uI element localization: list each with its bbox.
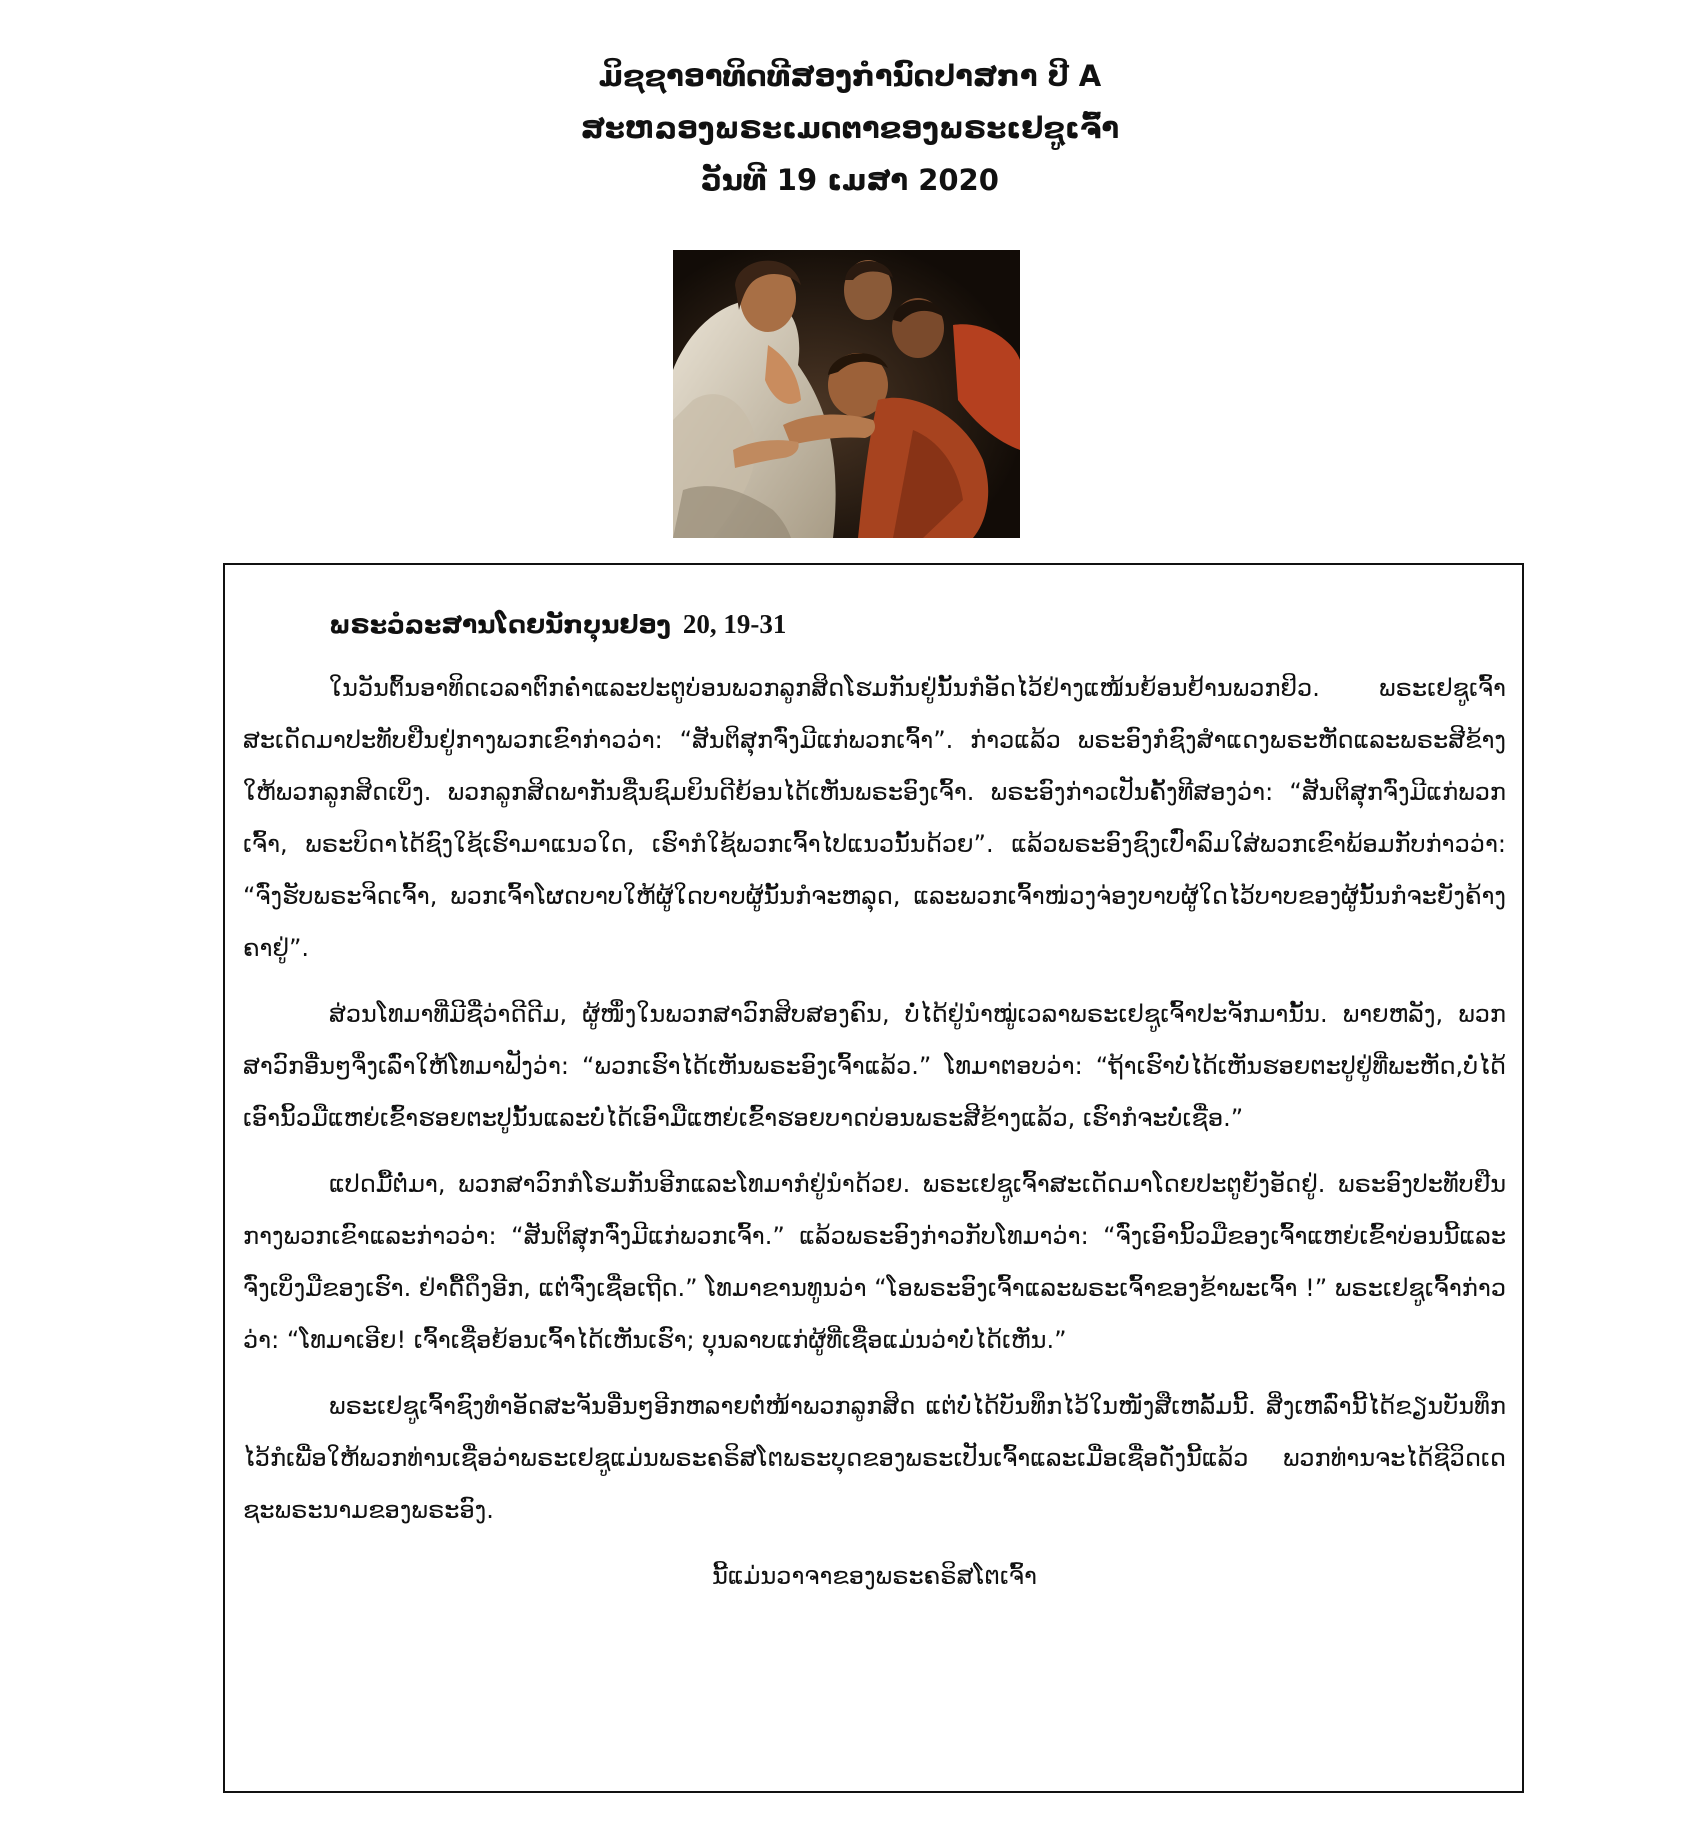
date-line: ວັນທີ 19 ເມສາ 2020 bbox=[701, 163, 999, 197]
paragraph-2: ສ່ວນໂທມາທີ່ມີຊື່ວ່າດີດີມ, ຜູ້ໜຶ່ງໃນພວກສາວົກສິບສອງຄົນ, ບໍ່ໄດ້ຢູ່ນຳໝູ່ເວລາພຣະເຢຊູເຈົ້າປະຈັກມານັ້ນ. ພາຍຫລັງ, ພວກສາວົກອື່ນໆຈຶ່ງເລົ່າໃຫ້ໂທມາຟັງວ່າ: “ພວກເຮົາໄດ້ເຫັນພຣະອົງເຈົ້າແລ້ວ.” ໂທມາຕອບວ່າ: “ຖ້າເຮົາບໍ່ໄດ້ເຫັນຮອຍຕະປູຢູ່ທີ່ພະຫັດ,ບໍ່ໄດ້ເອົານິ້ວມືແຫຍ່ເຂົ້າຮອຍຕະປູນັ້ນແລະບໍ່ໄດ້ເອົາມືແຫຍ່ເຂົ້າຮອຍບາດບ່ອນພຣະສີຂ້າງແລ້ວ, ເຮົາກໍຈະບໍ່ເຊື່ອ.” bbox=[243, 1000, 1506, 1132]
gospel-reading-box bbox=[223, 563, 1524, 1793]
mass-title: ມິຊຊາອາທິດທີສອງກຳນົດປາສກາ ປີ A bbox=[598, 59, 1102, 93]
page-header bbox=[0, 50, 1700, 206]
paragraph-1: ໃນວັນຕົ້ນອາທິດເວລາຕົກຄ່ຳແລະປະຕູບ່ອນພວກລູກສິດໂຮມກັນຢູ່ນັ້ນກໍອັດໄວ້ຢ່າງແໜ້ນຍ້ອນຢ້ານພວກຢິວ. ພຣະເຢຊູເຈົ້າສະເດັດມາປະທັບຢືນຢູ່ກາງພວກເຂົາກ່າວວ່າ: “ສັນຕິສຸກຈົ່ງມີແກ່ພວກເຈົ້າ”. ກ່າວແລ້ວ ພຣະອົງກໍຊົງສຳແດງພຣະຫັດແລະພຣະສີຂ້າງໃຫ້ພວກລູກສິດເບິ່ງ. ພວກລູກສິດພາກັນຊື່ນຊົມຍິນດີຍ້ອນໄດ້ເຫັນພຣະອົງເຈົ້າ. ພຣະອົງກ່າວເປັນຄັ້ງທີສອງວ່າ: “ສັນຕິສຸກຈົ່ງມີແກ່ພວກເຈົ້າ, ພຣະບິດາໄດ້ຊົງໃຊ້ເຮົາມາແນວໃດ, ເຮົາກໍໃຊ້ພວກເຈົ້າໄປແນວນັ້ນດ້ວຍ”. ແລ້ວພຣະອົງຊົງເປົ່າລົມໃສ່ພວກເຂົາພ້ອມກັບກ່າວວ່າ: “ຈົ່ງຮັບພຣະຈິດເຈົ້າ, ພວກເຈົ້າໂຜດບາບໃຫ້ຜູ້ໃດບາບຜູ້ນັ້ນກໍຈະຫລຸດ, ແລະພວກເຈົ້າໜ່ວງຈ່ອງບາບຜູ້ໃດໄວ້ບາບຂອງຜູ້ນັ້ນກໍຈະຍັງຄ້າງຄາຢູ່”. bbox=[243, 674, 1506, 962]
paragraph-4: ພຣະເຢຊູເຈົ້າຊົງທຳອັດສະຈັນອື່ນໆອີກຫລາຍຕໍ່ໜ້າພວກລູກສິດ ແຕ່ບໍ່ໄດ້ບັນທຶກໄວ້ໃນໜັງສືເຫລັ້ມນີ້. ສິ່ງເຫລົ່ານີ້ໄດ້ຂຽນບັນທຶກໄວ້ກໍເພື່ອໃຫ້ພວກທ່ານເຊື່ອວ່າພຣະເຢຊູແມ່ນພຣະຄຣິສໂຕພຣະບຸດຂອງພຣະເປັນເຈົ້າແລະເມື່ອເຊື່ອດັ່ງນີ້ແລ້ວ ພວກທ່ານຈະໄດ້ຊີວິດເດຊະພຣະນາມຂອງພຣະອົງ. bbox=[243, 1392, 1506, 1524]
reading-heading bbox=[243, 603, 1506, 646]
feast-title: ສະຫລອງພຣະເມດຕາຂອງພຣະເຢຊູເຈົ້າ bbox=[580, 111, 1120, 145]
closing-acclamation: ນີ້ແມ່ນວາຈາຂອງພຣະຄຣິສໂຕເຈົ້າ bbox=[712, 1562, 1037, 1590]
reading-reference: 20, 19-31 bbox=[682, 609, 787, 639]
paragraph-3: ແປດມື້ຕໍ່ມາ, ພວກສາວົກກໍໂຮມກັນອີກແລະໂທມາກໍຢູ່ນຳດ້ວຍ. ພຣະເຢຊູເຈົ້າສະເດັດມາໂດຍປະຕູຍັງອັດຢູ່. ພຣະອົງປະທັບຢືນກາງພວກເຂົາແລະກ່າວວ່າ: “ສັນຕິສຸກຈົ່ງມີແກ່ພວກເຈົ້າ.” ແລ້ວພຣະອົງກ່າວກັບໂທມາວ່າ: “ຈົ່ງເອົານິ້ວມືຂອງເຈົ້າແຫຍ່ເຂົ້າບ່ອນນີ້ແລະຈົ່ງເບິ່ງມືຂອງເຮົາ. ຢ່າດື້ດຶງອີກ, ແຕ່ຈົ່ງເຊື່ອເຖີດ.” ໂທມາຂານທູນວ່າ “ໂອພຣະອົງເຈົ້າແລະພຣະເຈົ້າຂອງຂ້າພະເຈົ້າ !” ພຣະເຢຊູເຈົ້າກ່າວວ່າ: “ໂທມາເອີຍ! ເຈົ້າເຊື່ອຍ້ອນເຈົ້າໄດ້ເຫັນເຮົາ; ບຸນລາບແກ່ຜູ້ທີ່ເຊື່ອແມ່ນວ່າບໍ່ໄດ້ເຫັນ.” bbox=[243, 1170, 1506, 1354]
reading-title: ພຣະວໍລະສານໂດຍນັກບຸນຢອງ bbox=[329, 610, 671, 639]
painting-doubting-thomas bbox=[673, 250, 1020, 538]
